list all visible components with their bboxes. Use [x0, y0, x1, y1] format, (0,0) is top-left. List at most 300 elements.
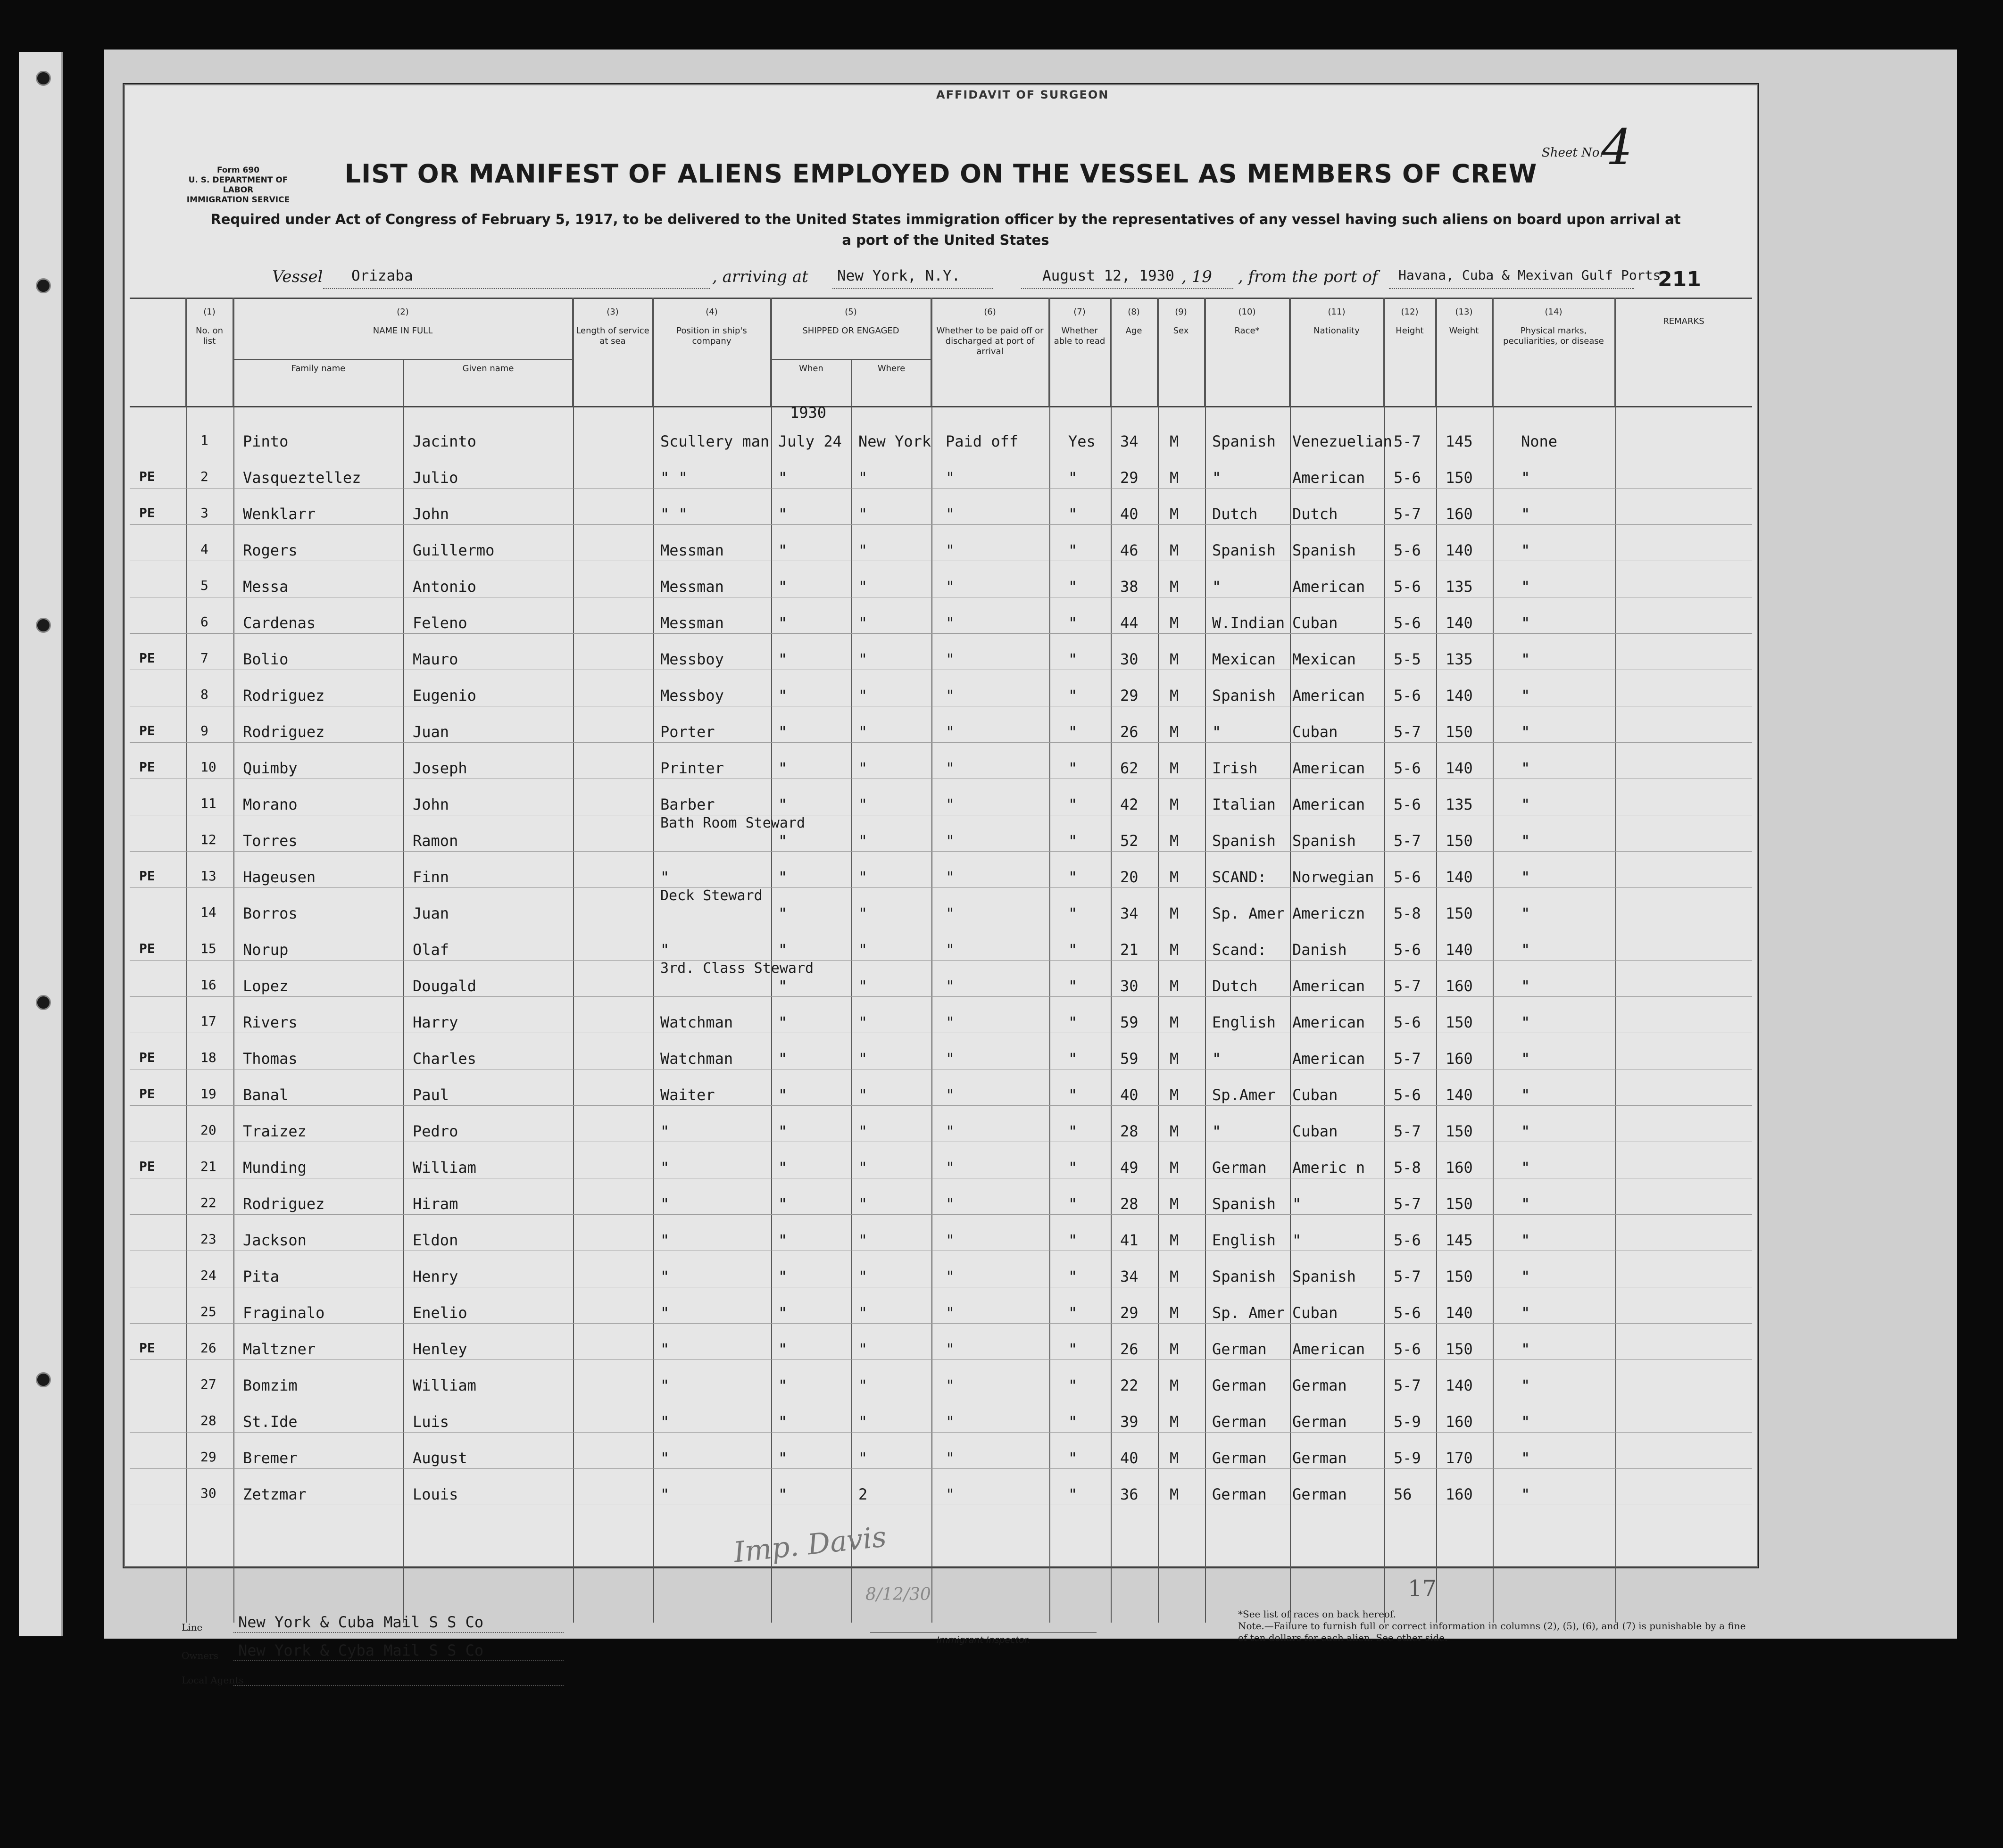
- cell-shipped-when: ": [778, 832, 788, 850]
- cell-nationality: ": [1292, 1231, 1302, 1249]
- table-row: [130, 851, 1752, 887]
- page-number: 211: [1658, 267, 1701, 291]
- cell-height: 5-7: [1394, 432, 1421, 450]
- cell-position: ": [660, 1449, 670, 1467]
- cell-able-to-read: Yes: [1068, 432, 1096, 450]
- cell-nationality: Mexican: [1292, 650, 1356, 668]
- cell-shipped-when: ": [778, 541, 788, 559]
- cell-sex: M: [1170, 687, 1179, 704]
- cell-shipped-when: ": [778, 650, 788, 668]
- cell-paid-off: ": [946, 1086, 955, 1104]
- cell-nationality: American: [1292, 1340, 1365, 1358]
- cell-shipped-where: ": [858, 1086, 868, 1104]
- cell-position: 3rd. Class Steward: [660, 960, 814, 977]
- cell-shipped-where: ": [858, 759, 868, 777]
- binder-hole: [36, 278, 51, 293]
- cell-given-name: Joseph: [413, 759, 467, 777]
- cell-sex: M: [1170, 868, 1179, 886]
- cell-sex: M: [1170, 505, 1179, 523]
- cell-nationality: Cuban: [1292, 614, 1338, 632]
- table-row: [130, 924, 1752, 960]
- cell-height: 5-6: [1394, 1304, 1421, 1322]
- binder-hole: [36, 1372, 51, 1387]
- cell-paid-off: ": [946, 1050, 955, 1068]
- cell-paid-off: ": [946, 1013, 955, 1031]
- cell-age: 36: [1120, 1485, 1139, 1503]
- cell-shipped-where: ": [858, 796, 868, 813]
- cell-physical-marks: ": [1521, 1086, 1530, 1104]
- sheet-number: 4: [1601, 118, 1633, 176]
- cell-height: 5-6: [1394, 1340, 1421, 1358]
- cell-physical-marks: ": [1521, 977, 1530, 995]
- cell-nationality: Norwegian: [1292, 868, 1374, 886]
- cell-age: 30: [1120, 650, 1139, 668]
- cell-row-mark: PE: [139, 1050, 155, 1065]
- cell-able-to-read: ": [1068, 796, 1078, 813]
- cell-weight: 160: [1446, 505, 1473, 523]
- cell-shipped-where: ": [858, 1304, 868, 1322]
- col-header-shipped: (5) SHIPPED OR ENGAGED: [771, 298, 931, 406]
- cell-weight: 140: [1446, 541, 1473, 559]
- cell-row-number: 20: [200, 1122, 216, 1138]
- cell-shipped-where: ": [858, 1050, 868, 1068]
- cell-shipped-where: ": [858, 1231, 868, 1249]
- cell-shipped-when: ": [778, 1195, 788, 1213]
- cell-family-name: Pinto: [243, 432, 289, 450]
- cell-shipped-where: ": [858, 578, 868, 596]
- col-header-name: (2) NAME IN FULL: [233, 298, 573, 406]
- inspector-signature: Imp. Davis: [732, 1520, 888, 1569]
- cell-weight: 150: [1446, 469, 1473, 487]
- binder-strip: [19, 52, 63, 1636]
- cell-given-name: John: [413, 505, 449, 523]
- cell-nationality: Cuban: [1292, 1122, 1338, 1140]
- cell-position: ": [660, 868, 670, 886]
- cell-weight: 150: [1446, 723, 1473, 741]
- cell-age: 34: [1120, 904, 1139, 922]
- cell-weight: 160: [1446, 1050, 1473, 1068]
- cell-sex: M: [1170, 1013, 1179, 1031]
- cell-position: " ": [660, 505, 688, 523]
- cell-shipped-where: ": [858, 469, 868, 487]
- cell-paid-off: ": [946, 723, 955, 741]
- cell-able-to-read: ": [1068, 1413, 1078, 1431]
- table-row: [130, 1468, 1752, 1504]
- cell-row-number: 22: [200, 1195, 216, 1210]
- cell-height: 5-7: [1394, 1050, 1421, 1068]
- cell-family-name: Morano: [243, 796, 298, 813]
- cell-able-to-read: ": [1068, 541, 1078, 559]
- cell-shipped-when: ": [778, 868, 788, 886]
- cell-race: German: [1212, 1340, 1267, 1358]
- cell-given-name: Henry: [413, 1268, 458, 1285]
- cell-nationality: American: [1292, 469, 1365, 487]
- cell-able-to-read: ": [1068, 1268, 1078, 1285]
- cell-physical-marks: ": [1521, 1340, 1530, 1358]
- col-header-paid-off: (6) Whether to be paid off or discharged at port of arrival: [931, 298, 1049, 406]
- cell-nationality: Danish: [1292, 941, 1347, 959]
- cell-nationality: American: [1292, 796, 1365, 813]
- cell-row-number: 9: [200, 723, 208, 738]
- cell-nationality: American: [1292, 977, 1365, 995]
- cell-height: 5-7: [1394, 1376, 1421, 1394]
- cell-shipped-when: ": [778, 1304, 788, 1322]
- cell-race: ": [1212, 1122, 1222, 1140]
- cell-shipped-when: ": [778, 977, 788, 995]
- cell-height: 5-9: [1394, 1449, 1421, 1467]
- cell-age: 40: [1120, 1086, 1139, 1104]
- cell-shipped-when: ": [778, 687, 788, 704]
- cell-able-to-read: ": [1068, 1304, 1078, 1322]
- cell-physical-marks: ": [1521, 650, 1530, 668]
- cell-age: 34: [1120, 432, 1139, 450]
- cell-able-to-read: ": [1068, 1376, 1078, 1394]
- col-header-number: (1) No. on list: [186, 298, 233, 406]
- cell-paid-off: ": [946, 868, 955, 886]
- departure-port: Havana, Cuba & Mexivan Gulf Ports: [1398, 267, 1661, 283]
- cell-age: 20: [1120, 868, 1139, 886]
- cell-age: 40: [1120, 1449, 1139, 1467]
- cell-physical-marks: ": [1521, 1413, 1530, 1431]
- cell-physical-marks: ": [1521, 1050, 1530, 1068]
- cell-shipped-where: 2: [858, 1485, 868, 1503]
- cell-physical-marks: ": [1521, 1231, 1530, 1249]
- cell-family-name: Norup: [243, 941, 289, 959]
- cell-age: 49: [1120, 1159, 1139, 1177]
- cell-physical-marks: ": [1521, 868, 1530, 886]
- cell-paid-off: ": [946, 578, 955, 596]
- cell-row-mark: PE: [139, 1159, 155, 1174]
- cell-paid-off: ": [946, 1413, 955, 1431]
- cell-row-number: 24: [200, 1268, 216, 1283]
- cell-shipped-when: ": [778, 1268, 788, 1285]
- cell-height: 5-6: [1394, 1013, 1421, 1031]
- cell-nationality: Spanish: [1292, 1268, 1356, 1285]
- cell-family-name: Quimby: [243, 759, 298, 777]
- cell-paid-off: ": [946, 469, 955, 487]
- cell-sex: M: [1170, 1086, 1179, 1104]
- cell-given-name: Eugenio: [413, 687, 476, 704]
- col-subheader-given: Given name: [462, 364, 514, 373]
- cell-physical-marks: ": [1521, 505, 1530, 523]
- cell-given-name: Dougald: [413, 977, 476, 995]
- arrival-date: August 12, 1930: [1042, 267, 1174, 284]
- cell-physical-marks: ": [1521, 1485, 1530, 1503]
- cell-paid-off: ": [946, 796, 955, 813]
- cell-paid-off: ": [946, 1195, 955, 1213]
- table-row: [130, 524, 1752, 560]
- page-title: LIST OR MANIFEST OF ALIENS EMPLOYED ON THE VESSEL AS MEMBERS OF CREW: [344, 159, 1538, 189]
- cell-age: 40: [1120, 505, 1139, 523]
- cell-row-number: 5: [200, 578, 208, 593]
- cell-paid-off: ": [946, 977, 955, 995]
- cell-position: ": [660, 1485, 670, 1503]
- cell-nationality: Venezuelian: [1292, 432, 1392, 450]
- inspector-label: Immigrant Inspector.: [870, 1632, 1097, 1645]
- cell-physical-marks: ": [1521, 1195, 1530, 1213]
- cell-row-number: 16: [200, 977, 216, 993]
- cell-age: 30: [1120, 977, 1139, 995]
- cell-height: 5-6: [1394, 941, 1421, 959]
- cell-sex: M: [1170, 1304, 1179, 1322]
- cell-height: 5-6: [1394, 541, 1421, 559]
- cell-given-name: Olaf: [413, 941, 449, 959]
- cell-shipped-where: ": [858, 650, 868, 668]
- cell-paid-off: ": [946, 687, 955, 704]
- cell-row-mark: PE: [139, 505, 155, 521]
- cell-height: 5-7: [1394, 1268, 1421, 1285]
- cell-row-mark: PE: [139, 1340, 155, 1356]
- cell-family-name: Borros: [243, 904, 298, 922]
- cell-height: 5-8: [1394, 1159, 1421, 1177]
- cell-given-name: Henley: [413, 1340, 467, 1358]
- cell-given-name: Louis: [413, 1485, 458, 1503]
- cell-paid-off: ": [946, 1122, 955, 1140]
- cell-shipped-where: ": [858, 1413, 868, 1431]
- cell-family-name: Maltzner: [243, 1340, 316, 1358]
- cell-shipped-where: ": [858, 1449, 868, 1467]
- col-header-race: (10) Race*: [1205, 298, 1290, 406]
- cell-race: ": [1212, 1050, 1222, 1068]
- table-row: [130, 960, 1752, 996]
- cell-nationality: ": [1292, 1195, 1302, 1213]
- cell-able-to-read: ": [1068, 1231, 1078, 1249]
- cell-position: Bath Room Steward: [660, 815, 806, 831]
- cell-position: ": [660, 1159, 670, 1177]
- cell-row-number: 15: [200, 941, 216, 956]
- table-row: [130, 561, 1752, 597]
- cell-nationality: Americzn: [1292, 904, 1365, 922]
- cell-row-number: 4: [200, 541, 208, 557]
- footnote: [1238, 1608, 1757, 1644]
- cell-weight: 140: [1446, 687, 1473, 704]
- cell-shipped-when: ": [778, 505, 788, 523]
- cell-shipped-where: ": [858, 541, 868, 559]
- cell-weight: 150: [1446, 1122, 1473, 1140]
- cell-able-to-read: ": [1068, 723, 1078, 741]
- cell-sex: M: [1170, 941, 1179, 959]
- cell-weight: 150: [1446, 1268, 1473, 1285]
- cell-position: Messman: [660, 541, 724, 559]
- department-name: U. S. DEPARTMENT OF LABOR: [188, 175, 288, 195]
- cell-height: 5-8: [1394, 904, 1421, 922]
- cell-sex: M: [1170, 650, 1179, 668]
- cell-height: 5-6: [1394, 687, 1421, 704]
- cell-sex: M: [1170, 1159, 1179, 1177]
- cell-physical-marks: ": [1521, 1013, 1530, 1031]
- cell-shipped-when: ": [778, 469, 788, 487]
- cell-height: 56: [1394, 1485, 1412, 1503]
- cell-given-name: Finn: [413, 868, 449, 886]
- col-subheader-when: When: [799, 364, 823, 373]
- cell-shipped-where: ": [858, 505, 868, 523]
- cell-race: German: [1212, 1376, 1267, 1394]
- cell-position: " ": [660, 469, 688, 487]
- cell-race: German: [1212, 1159, 1267, 1177]
- table-row: [130, 633, 1752, 669]
- cell-race: Spanish: [1212, 1268, 1276, 1285]
- cell-row-number: 27: [200, 1376, 216, 1392]
- cell-physical-marks: ": [1521, 941, 1530, 959]
- cell-row-number: 30: [200, 1485, 216, 1501]
- cell-nationality: German: [1292, 1413, 1347, 1431]
- cell-age: 46: [1120, 541, 1139, 559]
- cell-shipped-when: ": [778, 1376, 788, 1394]
- table-row: [130, 1359, 1752, 1395]
- cell-given-name: Ramon: [413, 832, 458, 850]
- cell-nationality: Cuban: [1292, 723, 1338, 741]
- cell-paid-off: ": [946, 941, 955, 959]
- cell-family-name: Thomas: [243, 1050, 298, 1068]
- cell-physical-marks: ": [1521, 759, 1530, 777]
- cell-nationality: German: [1292, 1376, 1347, 1394]
- cell-shipped-where: ": [858, 1195, 868, 1213]
- cell-row-number: 23: [200, 1231, 216, 1247]
- manifest-sheet: [124, 84, 1758, 1686]
- col-header-age: (8) Age: [1111, 298, 1158, 406]
- cell-row-number: 21: [200, 1159, 216, 1174]
- cell-shipped-when: July 24: [778, 432, 842, 450]
- cell-age: 42: [1120, 796, 1139, 813]
- cell-paid-off: ": [946, 614, 955, 632]
- cell-race: Spanish: [1212, 832, 1276, 850]
- cell-weight: 140: [1446, 1086, 1473, 1104]
- cell-given-name: Eldon: [413, 1231, 458, 1249]
- cell-row-mark: PE: [139, 1086, 155, 1102]
- cell-paid-off: ": [946, 1159, 955, 1177]
- cell-race: Spanish: [1212, 687, 1276, 704]
- cell-sex: M: [1170, 832, 1179, 850]
- cell-paid-off: ": [946, 1376, 955, 1394]
- cell-nationality: Spanish: [1292, 541, 1356, 559]
- cell-physical-marks: ": [1521, 796, 1530, 813]
- cell-nationality: American: [1292, 759, 1365, 777]
- cell-shipped-where: ": [858, 687, 868, 704]
- col-subheader-family: Family name: [291, 364, 346, 373]
- col-header-physical-marks: (14) Physical marks, peculiarities, or disease: [1493, 298, 1615, 406]
- cell-family-name: Fraginalo: [243, 1304, 325, 1322]
- cell-row-number: 10: [200, 759, 216, 775]
- table-row: [130, 1142, 1752, 1177]
- cell-race: German: [1212, 1413, 1267, 1431]
- cell-family-name: Wenklarr: [243, 505, 316, 523]
- cell-position: Messman: [660, 578, 724, 596]
- cell-family-name: Lopez: [243, 977, 289, 995]
- cell-family-name: Bolio: [243, 650, 289, 668]
- owners-label: Owners: [182, 1650, 219, 1661]
- cell-sex: M: [1170, 578, 1179, 596]
- from-label: , from the port of: [1238, 267, 1378, 286]
- cell-weight: 150: [1446, 904, 1473, 922]
- cell-physical-marks: ": [1521, 1304, 1530, 1322]
- cell-age: 26: [1120, 723, 1139, 741]
- cell-family-name: Cardenas: [243, 614, 316, 632]
- cell-able-to-read: ": [1068, 759, 1078, 777]
- cell-shipped-when: ": [778, 759, 788, 777]
- cell-paid-off: Paid off: [946, 432, 1019, 450]
- cell-shipped-when: ": [778, 1159, 788, 1177]
- cell-race: Sp. Amer: [1212, 904, 1285, 922]
- cell-row-number: 18: [200, 1050, 216, 1065]
- cell-race: English: [1212, 1231, 1276, 1249]
- cell-able-to-read: ": [1068, 1340, 1078, 1358]
- cell-weight: 150: [1446, 832, 1473, 850]
- cell-shipped-where: ": [858, 868, 868, 886]
- cell-physical-marks: ": [1521, 614, 1530, 632]
- cell-shipped-when: ": [778, 1050, 788, 1068]
- cell-sex: M: [1170, 1340, 1179, 1358]
- cell-physical-marks: ": [1521, 578, 1530, 596]
- cell-position: Printer: [660, 759, 724, 777]
- cell-family-name: Banal: [243, 1086, 289, 1104]
- cell-physical-marks: ": [1521, 687, 1530, 704]
- cell-position: ": [660, 1268, 670, 1285]
- cell-given-name: Pedro: [413, 1122, 458, 1140]
- cell-family-name: Torres: [243, 832, 298, 850]
- binder-hole: [36, 618, 51, 633]
- cell-race: Sp. Amer: [1212, 1304, 1285, 1322]
- vessel-label: Vessel: [272, 267, 323, 286]
- col-header-read: (7) Whether able to read: [1049, 298, 1111, 406]
- affidavit-heading: AFFIDAVIT OF SURGEON: [936, 88, 1109, 101]
- cell-height: 5-6: [1394, 578, 1421, 596]
- crew-table: [130, 298, 1752, 1623]
- cell-family-name: Munding: [243, 1159, 307, 1177]
- cell-sex: M: [1170, 1485, 1179, 1503]
- col-header-mark: [130, 298, 186, 406]
- cell-position: ": [660, 1413, 670, 1431]
- cell-row-number: 8: [200, 687, 208, 702]
- cell-given-name: John: [413, 796, 449, 813]
- cell-race: W.Indian: [1212, 614, 1285, 632]
- cell-weight: 140: [1446, 1304, 1473, 1322]
- cell-nationality: American: [1292, 1013, 1365, 1031]
- cell-age: 62: [1120, 759, 1139, 777]
- cell-position: Watchman: [660, 1013, 733, 1031]
- cell-position: Deck Steward: [660, 887, 763, 904]
- table-row: [130, 1069, 1752, 1105]
- cell-height: 5-6: [1394, 868, 1421, 886]
- cell-sex: M: [1170, 977, 1179, 995]
- table-row: [130, 670, 1752, 705]
- vessel-name: Orizaba: [351, 267, 413, 284]
- cell-given-name: Guillermo: [413, 541, 495, 559]
- col-header-remarks: REMARKS: [1663, 316, 1704, 326]
- cell-sex: M: [1170, 1195, 1179, 1213]
- owners-value: New York & Cyba Mail S S Co: [238, 1641, 484, 1659]
- col-header-service: (3) Length of service at sea: [573, 298, 653, 406]
- cell-row-mark: PE: [139, 868, 155, 884]
- cell-age: 29: [1120, 1304, 1139, 1322]
- cell-row-number: 28: [200, 1413, 216, 1428]
- col-header-position: (4) Position in ship's company: [653, 298, 771, 406]
- table-row: [130, 452, 1752, 488]
- cell-able-to-read: ": [1068, 904, 1078, 922]
- cell-position: Messboy: [660, 650, 724, 668]
- cell-nationality: German: [1292, 1485, 1347, 1503]
- cell-weight: 140: [1446, 759, 1473, 777]
- cell-row-number: 1: [200, 432, 208, 448]
- cell-shipped-when: ": [778, 578, 788, 596]
- arrival-port: New York, N.Y.: [837, 267, 961, 284]
- cell-weight: 160: [1446, 1413, 1473, 1431]
- cell-row-mark: PE: [139, 941, 155, 956]
- cell-given-name: Feleno: [413, 614, 467, 632]
- cell-row-mark: PE: [139, 723, 155, 738]
- col-header-height: (12) Height: [1384, 298, 1436, 406]
- cell-row-number: 29: [200, 1449, 216, 1465]
- cell-able-to-read: ": [1068, 1050, 1078, 1068]
